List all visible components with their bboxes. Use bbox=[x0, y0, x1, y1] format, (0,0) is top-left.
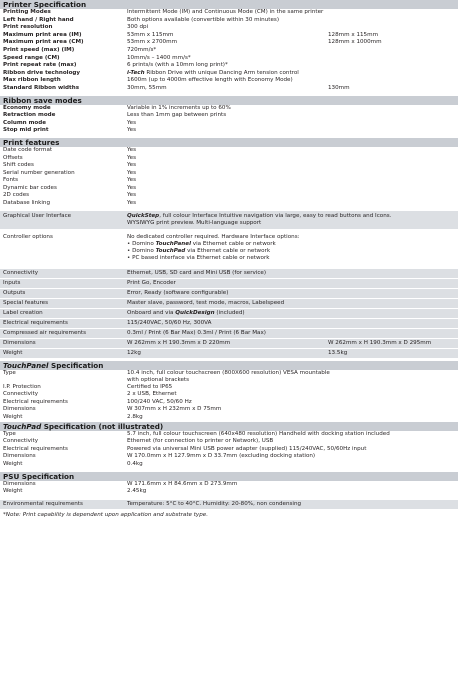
section-title-text: Specification (not illustrated) bbox=[41, 421, 164, 431]
spec-key: Graphical User Interface bbox=[3, 212, 72, 219]
spec-row bbox=[0, 112, 458, 120]
spec-key: I.P. Protection bbox=[3, 383, 41, 390]
bullet-text: • PC based interface via Ethernet cable or network bbox=[127, 254, 270, 261]
spec-value-alt bbox=[328, 319, 458, 328]
spec-key: 2D codes bbox=[3, 192, 30, 199]
spec-key: Max ribbon length bbox=[3, 77, 61, 84]
spec-value-alt bbox=[328, 289, 458, 298]
spec-key: Connectivity bbox=[3, 438, 39, 445]
footnote: *Note: Print capability is dependent upon application and substrate type. bbox=[3, 511, 209, 518]
brand-name: TouchPad bbox=[155, 247, 186, 254]
spec-key: Serial number generation bbox=[3, 169, 75, 176]
spec-value bbox=[127, 234, 458, 262]
spec-key: Standard Ribbon widths bbox=[3, 84, 80, 91]
spec-value bbox=[127, 309, 458, 318]
spec-key: Database linking bbox=[3, 200, 51, 207]
spec-value-text: (included) bbox=[214, 309, 245, 316]
label-creation-row bbox=[0, 308, 458, 318]
spec-key: Date code format bbox=[3, 146, 53, 153]
spec-row bbox=[0, 127, 458, 135]
spec-row bbox=[0, 348, 458, 358]
spec-value: 10mm/s – 1400 mm/s* bbox=[127, 54, 191, 61]
spec-row bbox=[0, 55, 458, 63]
spec-value-text: WYSIWYG print preview. Multi-language support bbox=[127, 219, 262, 226]
spec-value-alt bbox=[328, 17, 458, 25]
spec-value: W 262mm x H 190.3mm x D 220mm bbox=[127, 339, 231, 346]
spec-key: Outputs bbox=[3, 289, 26, 296]
spec-key: Controller options bbox=[3, 233, 53, 240]
spec-value: Yes bbox=[127, 184, 137, 191]
spec-value: 0.4kg bbox=[127, 461, 143, 467]
spec-value: 53mm x 2700mm bbox=[127, 39, 178, 46]
spec-value: Powered via universal Mini USB power adapter (supplied) 115/240VAC, 50/60Hz input bbox=[127, 445, 367, 452]
spec-value-alt: 130mm bbox=[328, 84, 350, 91]
spec-row bbox=[0, 399, 458, 407]
spec-key: Maximum print area (IM) bbox=[3, 31, 82, 38]
spec-value: 30mm, 55mm bbox=[127, 84, 167, 91]
spec-key: Retraction mode bbox=[3, 112, 56, 119]
spec-row bbox=[0, 147, 458, 155]
spec-value-alt: 128mm x 115mm bbox=[328, 31, 379, 38]
spec-row bbox=[0, 39, 458, 47]
spec-row bbox=[0, 9, 458, 17]
spec-row bbox=[0, 70, 458, 78]
spec-row bbox=[0, 453, 458, 461]
spec-value: 5.7 inch, full colour touchscreen (640x480 resolution) Handheld with docking station included bbox=[127, 430, 390, 437]
spec-row bbox=[0, 461, 458, 469]
spec-row bbox=[0, 446, 458, 454]
gui-row bbox=[0, 211, 458, 229]
spec-key: Weight bbox=[3, 488, 23, 495]
spec-value bbox=[127, 213, 458, 227]
spec-key: Column mode bbox=[3, 119, 47, 126]
spec-value-alt bbox=[328, 279, 458, 288]
spec-value-alt bbox=[328, 269, 458, 278]
spec-value: Print Go, Encoder bbox=[127, 279, 176, 286]
spec-value-alt bbox=[328, 62, 458, 70]
spec-key: Connectivity bbox=[3, 269, 39, 276]
spec-row bbox=[0, 177, 458, 185]
section-title-text: Specification bbox=[48, 360, 104, 370]
spec-value-alt bbox=[328, 299, 458, 308]
spec-value: Yes bbox=[127, 146, 137, 153]
section-title: Ribbon save modes bbox=[0, 96, 458, 105]
spec-key: Print resolution bbox=[3, 24, 53, 31]
spec-row bbox=[0, 328, 458, 338]
spec-value: 12kg bbox=[127, 349, 141, 356]
spec-value bbox=[127, 370, 458, 384]
spec-value-alt bbox=[328, 47, 458, 55]
spec-row bbox=[0, 62, 458, 70]
spec-key: Environmental requirements bbox=[3, 500, 83, 507]
spec-row bbox=[0, 85, 458, 93]
spec-value-alt: 128mm x 1000mm bbox=[328, 39, 382, 46]
spec-value: Yes bbox=[127, 154, 137, 161]
spec-row bbox=[0, 438, 458, 446]
spec-value-text: Ribbon Drive with unique Dancing Arm tension control bbox=[144, 69, 299, 76]
spec-value: 6 prints/s (with a 10mm long print)* bbox=[127, 62, 228, 69]
bullet-text: via Ethernet cable or network bbox=[191, 240, 276, 247]
spec-key: Speed range (CM) bbox=[3, 54, 60, 61]
spec-value: Error, Ready (software configurable) bbox=[127, 289, 229, 296]
bullet-text: • Domino bbox=[127, 240, 156, 247]
spec-row bbox=[0, 192, 458, 200]
spec-value: Certified to IP65 bbox=[127, 383, 173, 390]
brand-name: TouchPanel bbox=[155, 240, 191, 247]
spec-key: Electrical requirements bbox=[3, 398, 68, 405]
spec-key: Dimensions bbox=[3, 406, 36, 413]
spec-key: Special features bbox=[3, 299, 49, 306]
spec-value: Yes bbox=[127, 127, 137, 134]
psu-section bbox=[0, 472, 458, 496]
spec-row bbox=[0, 185, 458, 193]
spec-key: Weight bbox=[3, 461, 23, 467]
brand-name: QuickStep bbox=[127, 212, 160, 219]
spec-value-text: , full colour Interface Intuitive navigation via large, easy to read buttons and Icons. bbox=[159, 212, 392, 219]
spec-value: Yes bbox=[127, 177, 137, 184]
spec-key: Dimensions bbox=[3, 480, 36, 487]
printer-spec-section bbox=[0, 0, 458, 93]
spec-value: W 170.0mm x H 127.9mm x D 33.7mm (excluding docking station) bbox=[127, 453, 316, 460]
spec-value-alt bbox=[328, 77, 458, 85]
spec-value-text: Onboard and via bbox=[127, 309, 176, 316]
spec-value: Ethernet, USB, SD card and Mini USB (for service) bbox=[127, 269, 267, 276]
spec-row bbox=[0, 17, 458, 25]
spec-key: Offsets bbox=[3, 154, 23, 161]
spec-row bbox=[0, 298, 458, 308]
spec-value: 0.3ml / Print (6 Bar Max) 0.3ml / Print (6 Bar Max) bbox=[127, 329, 266, 336]
spec-value: 53mm x 115mm bbox=[127, 31, 174, 38]
spec-value: Yes bbox=[127, 200, 137, 207]
touchpanel-section bbox=[0, 361, 458, 422]
spec-value: 720mm/s* bbox=[127, 46, 157, 53]
spec-row bbox=[0, 370, 458, 384]
spec-value: 2.45kg bbox=[127, 488, 147, 495]
spec-row bbox=[0, 278, 458, 288]
spec-row bbox=[0, 200, 458, 208]
spec-row bbox=[0, 162, 458, 170]
spec-row bbox=[0, 105, 458, 113]
spec-value: Variable in 1% increments up to 60% bbox=[127, 104, 231, 111]
spec-key: Compressed air requirements bbox=[3, 329, 87, 336]
spec-row bbox=[0, 384, 458, 392]
spec-row bbox=[0, 77, 458, 85]
spec-key: Printing Modes bbox=[3, 9, 51, 15]
spec-value-alt: 13.5kg bbox=[328, 349, 348, 356]
spec-value: 115/240VAC, 50/60 Hz, 300VA bbox=[127, 319, 212, 326]
spec-key: Electrical requirements bbox=[3, 319, 68, 326]
spec-value: Ethernet (for connection to printer or Network), USB bbox=[127, 438, 274, 445]
spec-row bbox=[0, 155, 458, 163]
section-title: Printer Specification bbox=[0, 0, 458, 9]
spec-row bbox=[0, 268, 458, 278]
spec-row bbox=[0, 288, 458, 298]
spec-value: Less than 1mm gap between prints bbox=[127, 112, 227, 119]
spec-row bbox=[0, 481, 458, 489]
print-features-section bbox=[0, 138, 458, 208]
controller-row bbox=[0, 232, 458, 268]
spec-value-alt: W 262mm x H 190.3mm x D 295mm bbox=[328, 339, 432, 346]
spec-key: Shift codes bbox=[3, 162, 34, 169]
spec-key: Weight bbox=[3, 414, 23, 421]
section-title: Print features bbox=[0, 138, 458, 147]
spec-value: Both options available (convertible within 30 minutes) bbox=[127, 16, 279, 23]
spec-key: Fonts bbox=[3, 177, 19, 184]
spec-value: 100/240 VAC, 50/60 Hz bbox=[127, 398, 192, 405]
spec-value: Yes bbox=[127, 119, 137, 126]
spec-row bbox=[0, 170, 458, 178]
spec-value: W 307mm x H 232mm x D 75mm bbox=[127, 406, 222, 413]
spec-row bbox=[0, 406, 458, 414]
spec-key: Stop mid print bbox=[3, 127, 49, 134]
section-title bbox=[0, 361, 458, 370]
spec-key: Dimensions bbox=[3, 339, 36, 346]
spec-row bbox=[0, 338, 458, 348]
spec-value-alt bbox=[328, 329, 458, 338]
spec-value bbox=[127, 70, 458, 78]
spec-value-text: No dedicated controller required. Hardware Interface options: bbox=[127, 233, 300, 240]
spec-key: Weight bbox=[3, 349, 23, 356]
spec-value: 2 x USB, Ethernet bbox=[127, 391, 177, 398]
spec-value: Master slave, password, test mode, macros, Labelspeed bbox=[127, 299, 285, 306]
spec-row bbox=[0, 120, 458, 128]
spec-value-alt bbox=[328, 55, 458, 63]
spec-row bbox=[0, 488, 458, 496]
spec-value-alt bbox=[328, 24, 458, 32]
section-title bbox=[0, 422, 458, 431]
spec-key: Type bbox=[3, 369, 16, 376]
spec-key: Connectivity bbox=[3, 391, 39, 398]
spec-value: W 171.6mm x H 84.6mm x D 273.9mm bbox=[127, 480, 238, 487]
spec-key: Maximum print area (CM) bbox=[3, 39, 84, 46]
brand-name: i-Tech bbox=[127, 69, 145, 76]
spec-value: 1600m (up to 4000m effective length with Economy Mode) bbox=[127, 77, 293, 84]
spec-key: Economy mode bbox=[3, 104, 51, 111]
bullet-text: via Ethernet cable or network bbox=[185, 247, 271, 254]
spec-key: Dimensions bbox=[3, 453, 36, 460]
spec-value-text: 10.4 inch, full colour touchscreen (800X600 resolution) VESA mountable bbox=[127, 369, 330, 376]
spec-key: Type bbox=[3, 430, 16, 437]
spec-row bbox=[0, 24, 458, 32]
section-title: PSU Specification bbox=[0, 472, 458, 481]
brand-name: QuickDesign bbox=[175, 309, 215, 316]
spec-value: Intermittent Mode (IM) and Continuous Mode (CM) in the same printer bbox=[127, 9, 324, 15]
spec-key: Ribbon drive technology bbox=[3, 69, 81, 76]
spec-row bbox=[0, 391, 458, 399]
spec-key: Left hand / Right hand bbox=[3, 16, 74, 23]
spec-key: Print speed (max) (IM) bbox=[3, 46, 75, 53]
bullet-text: • Domino bbox=[127, 247, 156, 254]
spec-value: Temperature: 5°C to 40°C. Humidity: 20-80%, non condensing bbox=[127, 500, 302, 507]
spec-key: Inputs bbox=[3, 279, 21, 286]
spec-value: 2.8kg bbox=[127, 414, 143, 421]
ribbon-save-section bbox=[0, 96, 458, 135]
spec-row bbox=[0, 318, 458, 328]
brand-name: TouchPad bbox=[3, 421, 42, 431]
spec-key: Label creation bbox=[3, 309, 43, 316]
environment-row bbox=[0, 499, 458, 509]
spec-key: Dynamic bar codes bbox=[3, 184, 57, 191]
spec-key: Print repeat rate (max) bbox=[3, 62, 77, 69]
brand-name: TouchPanel bbox=[3, 360, 49, 370]
spec-value: Yes bbox=[127, 169, 137, 176]
spec-key: Electrical requirements bbox=[3, 445, 68, 452]
spec-value: Yes bbox=[127, 162, 137, 169]
spec-row bbox=[0, 414, 458, 422]
spec-row bbox=[0, 32, 458, 40]
spec-value: Yes bbox=[127, 192, 137, 199]
spec-value-text: with optional brackets bbox=[127, 376, 190, 383]
spec-value-alt bbox=[328, 9, 458, 17]
touchpad-section bbox=[0, 422, 458, 469]
spec-value: 300 dpi bbox=[127, 24, 149, 31]
spec-row bbox=[0, 431, 458, 439]
spec-row bbox=[0, 47, 458, 55]
